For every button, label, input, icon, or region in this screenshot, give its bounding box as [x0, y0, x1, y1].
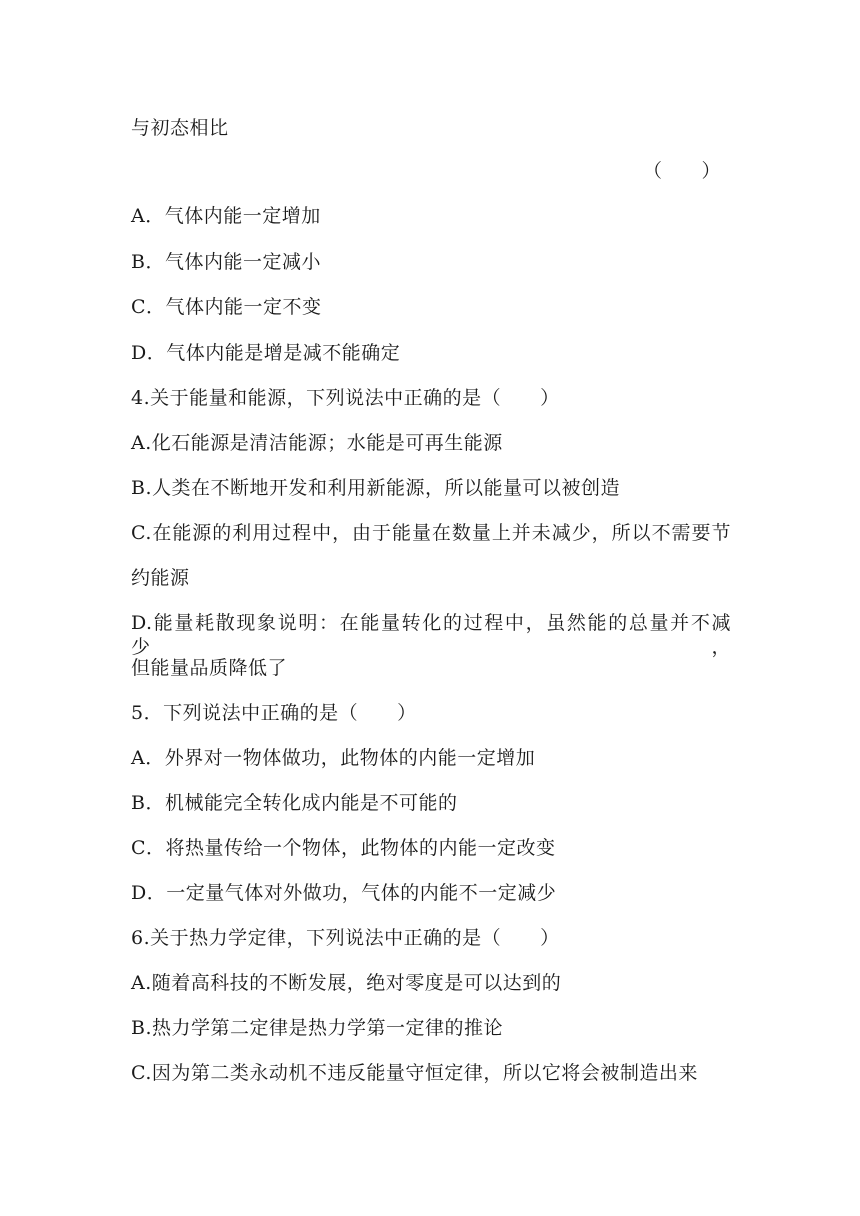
q4-option-d-line1: D.能量耗散现象说明：在能量转化的过程中，虽然能的总量并不减少，: [131, 612, 731, 658]
q5-option-c: C．将热量传给一个物体，此物体的内能一定改变: [131, 837, 556, 859]
q4-option-c-line1: C.在能源的利用过程中，由于能量在数量上并未减少，所以不需要节: [131, 522, 731, 544]
q5-option-b: B．机械能完全转化成内能是不可能的: [131, 792, 458, 814]
q6-option-c: C.因为第二类永动机不违反能量守恒定律，所以它将会被制造出来: [131, 1062, 698, 1084]
q5-option-a: A．外界对一物体做功，此物体的内能一定增加: [131, 747, 536, 769]
question-5-stem: 5．下列说法中正确的是（ ）: [131, 702, 417, 724]
q4-option-b: B.人类在不断地开发和利用新能源，所以能量可以被创造: [131, 477, 621, 499]
q6-option-a: A.随着高科技的不断发展，绝对零度是可以达到的: [131, 972, 562, 994]
question-6-stem: 6.关于热力学定律，下列说法中正确的是（ ）: [131, 927, 560, 949]
option-c: C．气体内能一定不变: [131, 296, 322, 318]
option-d: D．气体内能是增是减不能确定: [131, 342, 401, 364]
option-b: B．气体内能一定减小: [131, 251, 321, 273]
q5-option-d: D．一定量气体对外做功，气体的内能不一定减少: [131, 882, 557, 904]
answer-blank: （ ）: [642, 160, 721, 182]
q4-option-d-line2: 但能量品质降低了: [131, 657, 288, 679]
question-4-stem: 4.关于能量和能源，下列说法中正确的是（ ）: [131, 387, 560, 409]
q4-option-a: A.化石能源是清洁能源；水能是可再生能源: [131, 432, 503, 454]
q6-option-b: B.热力学第二定律是热力学第一定律的推论: [131, 1017, 504, 1039]
q4-option-c-line2: 约能源: [131, 567, 190, 589]
option-a: A．气体内能一定增加: [131, 205, 321, 227]
question-stem-continuation: 与初态相比: [131, 117, 229, 139]
